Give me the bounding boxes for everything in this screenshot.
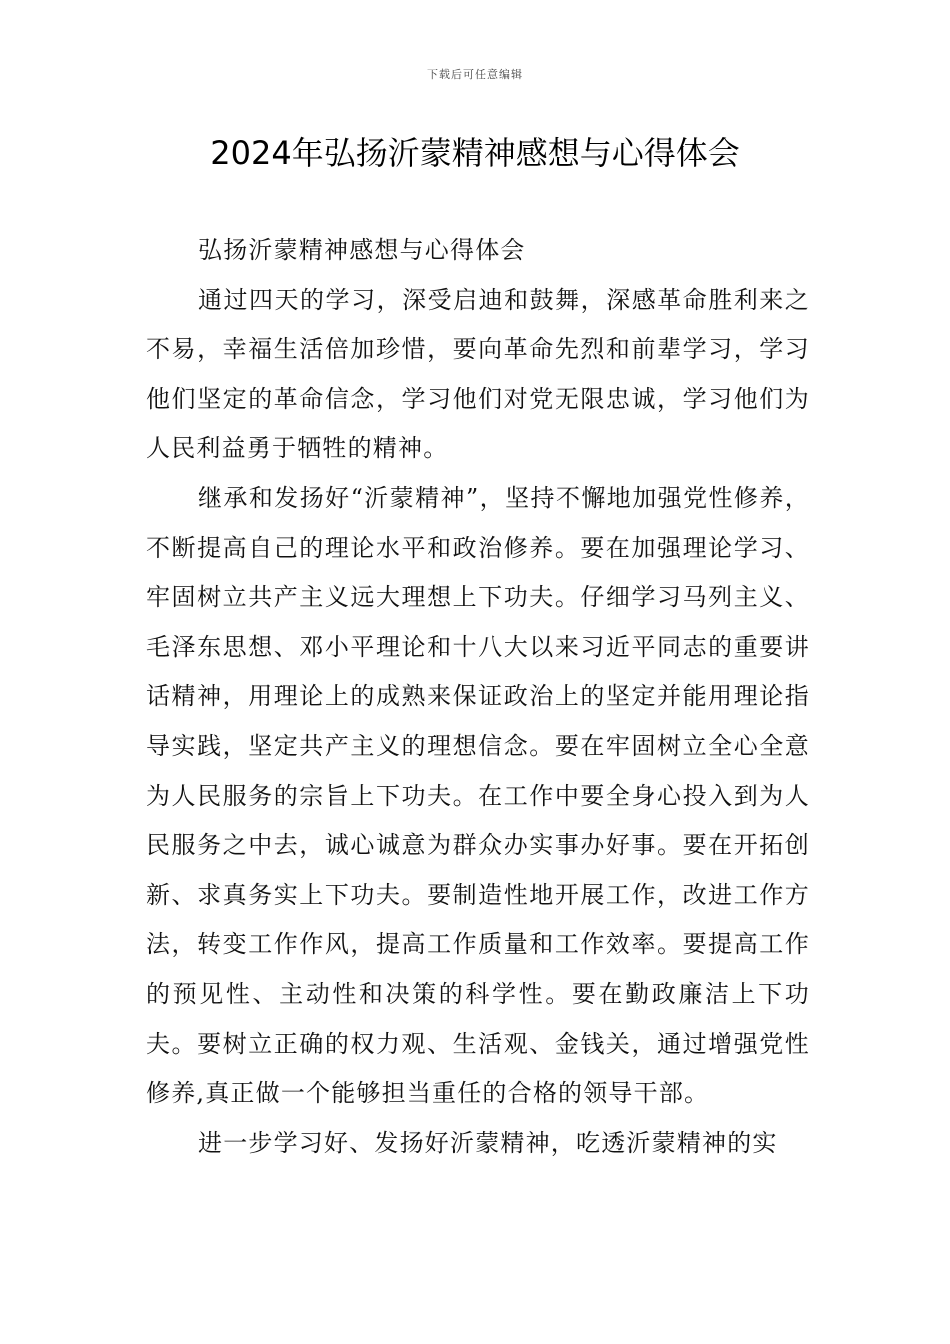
paragraph-subtitle: 弘扬沂蒙精神感想与心得体会 — [198, 236, 526, 264]
header-note: 下载后可任意编辑 — [427, 68, 523, 81]
document-title: 2024年弘扬沂蒙精神感想与心得体会 — [210, 134, 740, 172]
paragraph: 继承和发扬好“沂蒙精神”，坚持不懈地加强党性修养，不断提高自己的理论水平和政治修养。要在加强理论学习、牢固树立共产主义远大理想上下功夫。仔细学习马列主义、毛泽东思想、邓小平理论和十八大以来习近平同志的重要讲话精神，用理论上的成熟来保证政治上的坚定并能用理论指导实践，坚定共产主义的理想信念。要在牢固树立全心全意为人民服务的宗旨上下功夫。在工作中要全身心投入到为人民服务之中去，诚心诚意为群众办实事办好事。要在开拓创新、求真务实上下功夫。要制造性地开展工作，改进工作方法，转变工作作风，提高工作质量和工作效率。要提高工作的预见性、主动性和决策的科学性。要在勤政廉洁上下功夫。要树立正确的权力观、生活观、金钱关，通过增强党性修养,真正做一个能够担当重任的合格的领导干部。 — [146, 483, 810, 1108]
document-body — [146, 226, 810, 1168]
paragraph: 通过四天的学习，深受启迪和鼓舞，深感革命胜利来之不易，幸福生活倍加珍惜，要向革命先烈和前辈学习，学习他们坚定的革命信念，学习他们对党无限忠诚，学习他们为人民利益勇于牺牲的精神。 — [146, 285, 810, 463]
paragraph: 进一步学习好、发扬好沂蒙精神，吃透沂蒙精神的实 — [198, 1128, 778, 1157]
